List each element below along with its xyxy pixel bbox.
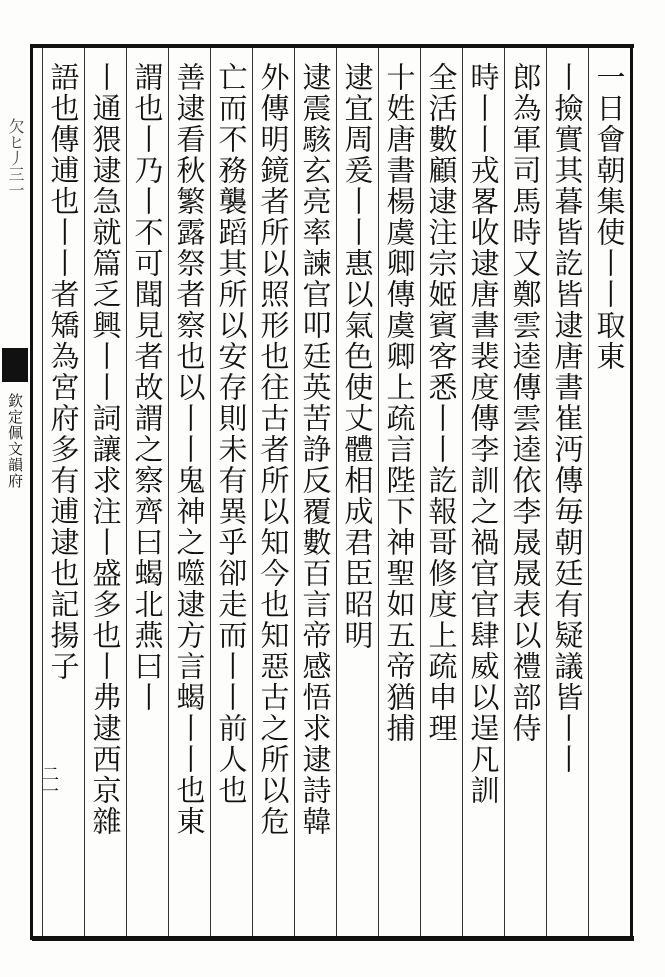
column-text: 郎為軍司馬時又鄭雲逵傳雲逵依李晟晟表以禮部侍: [508, 62, 543, 744]
fore-edge-strip: [0, 48, 34, 936]
column-text: 逮宜周爰丨丨惠以氣色使丈體相成君臣昭明: [340, 62, 375, 651]
column-text: 丨通猥逮急就篇乏興丨丨詞讓求注丨盛多也丨弗逮西京雜: [88, 62, 123, 837]
column-text: 語也傳逋也丨丨者矯為宮府多有逋逮也記揚子: [46, 62, 81, 682]
text-column: [462, 48, 504, 936]
bottom-border-rule: [32, 936, 634, 941]
column-text: 外傳明鏡者所以照形也往古者所以知今也知惡古之所以危: [256, 62, 291, 837]
book-title: 欽定佩文韻府: [6, 393, 24, 489]
column-text: 十姓唐書楊虞卿傳虞卿上疏言陛下神聖如五帝猶捕: [382, 62, 417, 744]
column-text: 謂也丨乃丨不可聞見者故謂之察齊曰蝎北燕曰丨: [130, 62, 165, 713]
text-column: [252, 48, 294, 936]
text-column: [84, 48, 126, 936]
column-text: 時丨丨戎畧收逮唐書裴度傳李訓之禍官官肆威以逞凡訓: [466, 62, 501, 806]
text-column: [126, 48, 168, 936]
column-text: 亡而不務襲蹈其所以安存則未有異乎卻走而丨丨前人也: [214, 62, 249, 806]
side-marks: 欠ヒ丿三一: [6, 118, 25, 198]
text-column: [168, 48, 210, 936]
text-column: [378, 48, 420, 936]
text-column: [546, 48, 588, 936]
column-text: 善逮看秋繁露祭者察也以丨丨鬼神之噬逮方言蝎丨丨也東: [172, 62, 207, 837]
text-column: [588, 48, 630, 936]
fishtail-mark-icon: [2, 348, 28, 382]
column-text: 全活數顧逮注宗姬賓客悉丨丨訖報哥修度上疏申理: [424, 62, 459, 744]
text-column: [42, 48, 84, 936]
text-column: [210, 48, 252, 936]
column-text: 丨撿實其暮皆訖皆逮唐書崔沔傳毎朝廷有疑議皆丨丨: [550, 62, 585, 775]
text-column: [504, 48, 546, 936]
right-border-rule: [630, 44, 633, 940]
text-column: [294, 48, 336, 936]
column-text: 一日會朝集使丨丨取東: [592, 62, 627, 372]
text-column: [420, 48, 462, 936]
text-body: [34, 48, 630, 936]
column-text: 逮震駭玄亮率諫官叩廷英苦諍反覆數百言帝感悟求逮詩韓: [298, 62, 333, 837]
page-number: 二一: [38, 765, 58, 799]
text-column: [336, 48, 378, 936]
